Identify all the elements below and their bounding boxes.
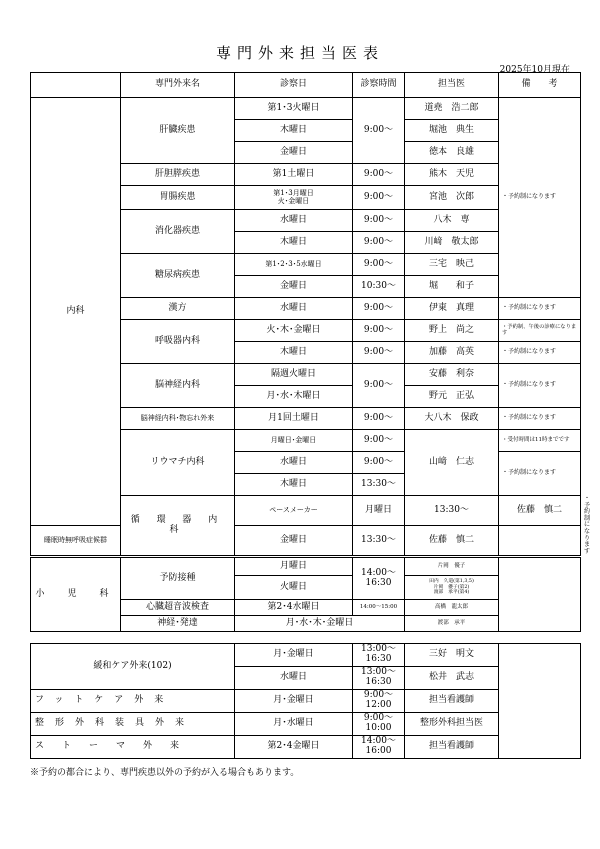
day-cell: 木曜日 [235, 474, 353, 496]
remark-cell: ・予約制になります [499, 364, 581, 408]
header-time: 診察時間 [353, 73, 405, 98]
day-cell: 月曜日･金曜日 [235, 430, 353, 452]
header-day: 診察日 [235, 73, 353, 98]
time-cell: 14:00～ 16:00 [353, 736, 405, 759]
day-cell: 金曜日 [235, 142, 353, 164]
specialty-kanwa: 緩和ケア外来(102) [31, 644, 235, 690]
day-cell: 月曜日 [353, 496, 405, 526]
remark-cell: ・予約制になります [499, 452, 581, 496]
specialty-ryumachi: リウマチ内科 [121, 430, 235, 496]
doctor-cell: 高橋 龍太郎 [405, 600, 499, 616]
doctor-cell: 伊東 真理 [405, 298, 499, 320]
specialty-stoma: ストーマ外来 [31, 736, 235, 759]
header-doctor: 担当医 [405, 73, 499, 98]
day-cell: 第1･2･3･5水曜日 [235, 254, 353, 276]
remark-cell: ・予約制になります [499, 98, 581, 298]
header-remarks: 備 考 [499, 73, 581, 98]
day-cell: 月1回土曜日 [235, 408, 353, 430]
specialty-yobo: 予防接種 [121, 558, 235, 600]
doctor-cell: 八木 専 [405, 210, 499, 232]
specialty-ichou: 胃腸疾患 [121, 186, 235, 210]
doctor-cell: 三宅 映己 [405, 254, 499, 276]
doctor-cell: 三好 明文 [405, 644, 499, 667]
specialty-monowasure: 脳神経内科･物忘れ外来 [121, 408, 235, 430]
day-cell: 水曜日 [235, 210, 353, 232]
time-cell: 13:30～ [405, 496, 499, 526]
specialty-shinzo: 心臓超音波検査 [121, 600, 235, 616]
specialty-kanzo: 肝臓疾患 [121, 98, 235, 164]
time-cell: 13:30～ [353, 474, 405, 496]
time-cell: 9:00～ [353, 342, 405, 364]
time-cell: 9:00～ [353, 232, 405, 254]
day-cell: 第2･4水曜日 [235, 600, 353, 616]
main-schedule-table: 専門外来名 診察日 診察時間 担当医 備 考 内科 肝臓疾患 第1･3火曜日 9:00～ 道堯 浩二郎 ・予約制になります 木曜日 堀池 典生 金曜日 徳本 良雄 肝胆膵疾患 第1土曜日 9:00～ 熊木 天児 胃腸疾患 第1･3月曜日 火･金曜日 9:00～ 宮池 次郎 消化器疾患 水曜日 9:00～ 八木 専 木曜日 9:00～ 川﨑 敬太郎 糖尿病疾患 第1･2･3･5水曜日 9:00～ 三宅 映己 金曜日 10:30～ 堀 和子 漢方 水曜日 9:00～ 伊東 真理 ・予約制になります 呼吸器内科 火･木･金曜日 9:00～ 野上 尚之 ・予約制、午後の診療になります 木曜日 9:00～ 加藤 高英 ・予約制になります 脳神経内科 隔週火曜日 9:00～ 安藤 利奈 ・予約制になります 月･水･木曜日 野元 正弘 脳神経内科･物忘れ外来 月1回土曜日 9:00～ 大八木 保政 ・予約制になります リウマチ内科 月曜日･金曜日 9:00～ 山﨑 仁志 ・受付時間は11時までです 水曜日 9:00～ ・予約制になります 木曜日 13:30～ 循 環 器 内 科 ペースメーカー 月曜日 13:30～ 佐藤 慎二 ・予約制になります 睡眠時無呼吸症候群 金曜日 13:30～ 佐藤 慎二 [30, 72, 581, 556]
specialty-shinkei: 神経･発達 [121, 616, 235, 632]
as-of-date: 2025年10月現在 [499, 65, 570, 75]
dept-naika: 内科 [31, 98, 121, 526]
time-cell: 14:00～ 16:30 [353, 558, 405, 600]
day-cell: 金曜日 [235, 276, 353, 298]
doctor-cell: 熊木 天児 [405, 164, 499, 186]
doctor-cell: 佐藤 慎二 [405, 526, 499, 556]
doctor-cell: 野上 尚之 [405, 320, 499, 342]
time-cell: 9:00～ 12:00 [353, 690, 405, 713]
header-specialty: 専門外来名 [121, 73, 235, 98]
doctor-cell: 田内 久道(第1,3,5) 片岡 優子(第2) 渡部 承平(第4) [405, 576, 499, 600]
doctor-cell: 渡部 承平 [405, 616, 499, 632]
day-cell: 第1土曜日 [235, 164, 353, 186]
header-row [31, 73, 581, 98]
specialty-pacemaker: ペースメーカー [235, 496, 353, 526]
doctor-cell: 堀 和子 [405, 276, 499, 298]
doctor-cell: 道堯 浩二郎 [405, 98, 499, 120]
time-cell: 9:00～ [353, 98, 405, 164]
page-title: 専門外来担当医表 [215, 44, 384, 62]
specialty-shoka: 消化器疾患 [121, 210, 235, 254]
doctor-cell: 安藤 利奈 [405, 364, 499, 386]
footer-note: ※予約の都合により、専門疾患以外の予約が入る場合もあります。 [30, 768, 300, 778]
doctor-cell: 大八木 保政 [405, 408, 499, 430]
time-cell: 9:00～ [353, 186, 405, 210]
remark-cell: ・予約制になります [499, 298, 581, 320]
time-cell: 13:30～ [353, 526, 405, 556]
specialty-sleep-apnea: 睡眠時無呼吸症候群 [31, 526, 121, 556]
doctor-cell: 宮池 次郎 [405, 186, 499, 210]
time-cell: 13:00～ 16:30 [353, 644, 405, 667]
day-cell: 第1･3月曜日 火･金曜日 [235, 186, 353, 210]
specialty-kokyuki: 呼吸器内科 [121, 320, 235, 364]
time-cell: 9:00～ 10:00 [353, 713, 405, 736]
time-cell: 9:00～ [353, 298, 405, 320]
day-cell: 木曜日 [235, 120, 353, 142]
specialty-seikei: 整形外科装具外来 [31, 713, 235, 736]
specialty-foot: フットケア外来 [31, 690, 235, 713]
header-dept [31, 73, 121, 98]
dept-shonika: 小 児 科 [31, 558, 121, 632]
remark-cell-empty [499, 558, 581, 632]
day-cell: 月･水･木･金曜日 [235, 616, 405, 632]
pediatrics-table [30, 557, 581, 632]
time-cell: 13:00～ 16:30 [353, 667, 405, 690]
time-cell: 9:00～ [353, 408, 405, 430]
day-cell: 第2･4金曜日 [235, 736, 353, 759]
time-cell: 9:00～ [353, 452, 405, 474]
time-cell: 14:00～15:00 [353, 600, 405, 616]
remark-cell: ・予約制になります [499, 342, 581, 364]
day-cell: 金曜日 [235, 526, 353, 556]
day-cell: 火･木･金曜日 [235, 320, 353, 342]
doctor-cell: 川﨑 敬太郎 [405, 232, 499, 254]
time-cell: 9:00～ [353, 320, 405, 342]
specialty-kampo: 漢方 [121, 298, 235, 320]
remark-cell-empty [499, 644, 581, 759]
day-cell: 月･金曜日 [235, 644, 353, 667]
doctor-cell: 整形外科担当医 [405, 713, 499, 736]
time-cell: 9:00～ [353, 254, 405, 276]
other-clinics-table [30, 643, 581, 759]
doctor-cell: 山﨑 仁志 [405, 430, 499, 496]
dept-junkanki: 循 環 器 内 科 [121, 496, 235, 556]
day-cell: 水曜日 [235, 452, 353, 474]
specialty-noshinkei: 脳神経内科 [121, 364, 235, 408]
doctor-cell: 担当看護師 [405, 690, 499, 713]
day-cell: 月･金曜日 [235, 690, 353, 713]
doctor-cell: 加藤 高英 [405, 342, 499, 364]
day-cell: 隔週火曜日 [235, 364, 353, 386]
doctor-cell: 堀池 典生 [405, 120, 499, 142]
remark-cell: ・予約制、午後の診療になります [499, 320, 581, 342]
time-cell: 9:00～ [353, 430, 405, 452]
day-cell: 水曜日 [235, 298, 353, 320]
day-cell: 木曜日 [235, 342, 353, 364]
time-cell: 9:00～ [353, 164, 405, 186]
doctor-cell: 松井 武志 [405, 667, 499, 690]
time-cell: 9:00～ [353, 210, 405, 232]
doctor-cell: 徳本 良雄 [405, 142, 499, 164]
doctor-cell: 片岡 優子 [405, 558, 499, 576]
doctor-cell: 佐藤 慎二 [499, 496, 581, 526]
time-cell: 9:00～ [353, 364, 405, 408]
day-cell: 月曜日 [235, 558, 353, 576]
day-cell: 第1･3火曜日 [235, 98, 353, 120]
doctor-cell: 担当看護師 [405, 736, 499, 759]
day-cell: 月･水･木曜日 [235, 386, 353, 408]
doctor-cell: 野元 正弘 [405, 386, 499, 408]
time-cell: 10:30～ [353, 276, 405, 298]
specialty-tonyo: 糖尿病疾患 [121, 254, 235, 298]
day-cell: 木曜日 [235, 232, 353, 254]
day-cell: 水曜日 [235, 667, 353, 690]
remark-cell: ・受付時間は11時までです [499, 430, 581, 452]
day-cell: 月･水曜日 [235, 713, 353, 736]
day-cell: 火曜日 [235, 576, 353, 600]
remark-cell: ・予約制になります [499, 408, 581, 430]
specialty-kantan: 肝胆膵疾患 [121, 164, 235, 186]
